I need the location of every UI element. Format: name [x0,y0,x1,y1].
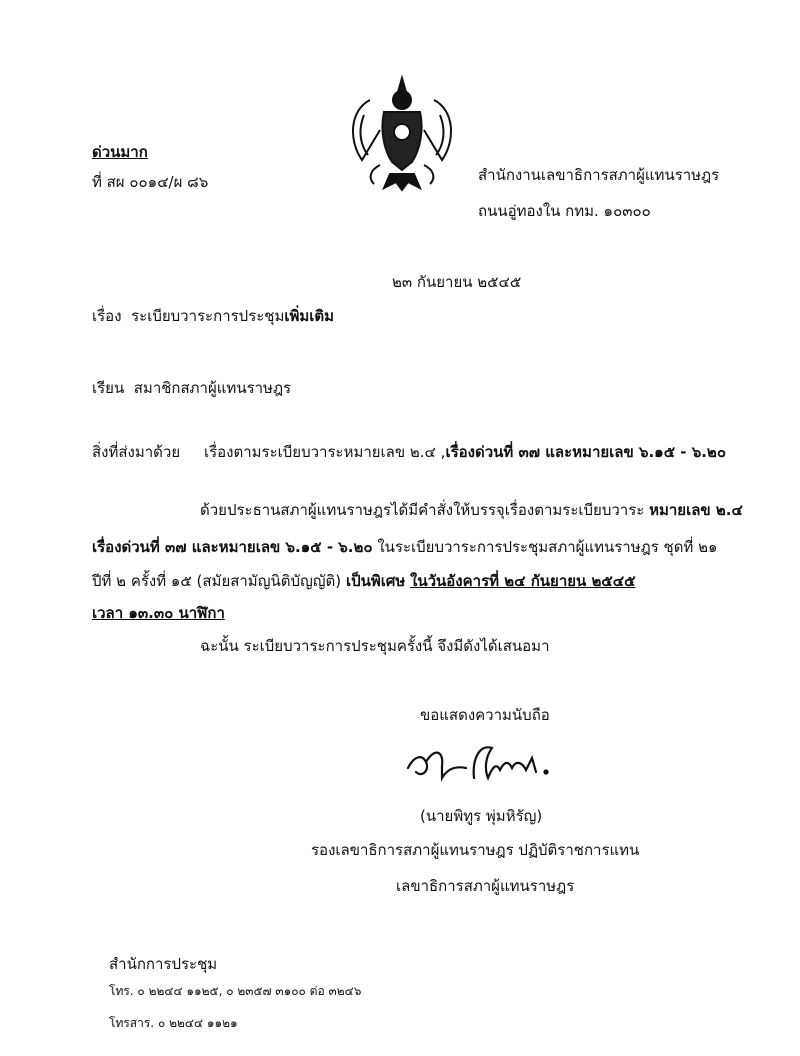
recipient-label: เรียน [92,379,125,397]
enclosure-text: เรื่องตามระเบียบวาระหมายเลข ๒.๔ , [203,443,446,461]
regards: ขอแสดงความนับถือ [420,706,550,724]
body-line-3-bold: เป็นพิเศษ [345,572,406,590]
fax-number: โทรสาร. ๐ ๒๒๔๔ ๑๑๒๑ [109,1016,238,1030]
reference-number: ที่ สผ ๐๐๑๔/ผ ๘๖ [92,173,209,191]
meeting-date: ในวันอังคารที่ ๒๔ กันยายน ๒๕๔๕ [410,572,636,590]
enclosure-text-bold: เรื่องด่วนที่ ๓๗ และหมายเลข ๖.๑๕ - ๖.๒๐ [445,443,726,461]
body-line-5: ฉะนั้น ระเบียบวาระการประชุมครั้งนี้ จึงมีดังได้เสนอมา [200,637,550,655]
body-line-3 [92,569,635,593]
department-name: สำนักการประชุม [109,955,218,973]
signature-image [400,738,570,786]
letter-date: ๒๓ กันยายน ๒๕๔๕ [392,273,522,291]
enclosure-label: สิ่งที่ส่งมาด้วย [92,443,181,461]
body-line-2-text: ในระเบียบวาระการประชุมสภาผู้แทนราษฎร ชุดที่ ๒๑ [377,538,718,556]
subject-label: เรื่อง [92,307,122,325]
enclosure-line [92,440,726,464]
subject-text-bold: เพิ่มเติม [284,307,335,325]
office-address: ถนนอู่ทองใน กทม. ๑๐๓๐๐ [478,202,651,220]
phone-numbers: โทร. ๐ ๒๒๔๔ ๑๑๒๕, ๐ ๒๓๕๗ ๓๑๐๐ ต่อ ๓๒๔๖ [109,984,362,998]
subject-text: ระเบียบวาระการประชุม [131,307,285,325]
signer-title-line-1: รองเลขาธิการสภาผู้แทนราษฎร ปฏิบัติราชการแทน [311,841,640,859]
signer-name: (นายพิทูร พุ่มหิรัญ) [420,807,543,825]
body-line-1-text: ด้วยประธานสภาผู้แทนราษฎรได้มีคำสั่งให้บรรจุเรื่องตามระเบียบวาระ [200,501,645,519]
body-line-3-text: ปีที่ ๒ ครั้งที่ ๑๕ (สมัยสามัญนิติบัญญัติ) [92,572,342,590]
signer-title-line-2: เลขาธิการสภาผู้แทนราษฎร [396,877,575,895]
body-line-1-bold: หมายเลข ๒.๔ [649,501,743,519]
body-line-2 [92,535,718,559]
body-line-2-bold: เรื่องด่วนที่ ๓๗ และหมายเลข ๖.๑๕ - ๖.๒๐ [92,538,373,556]
garuda-emblem-icon [340,70,465,195]
recipient-text: สมาชิกสภาผู้แทนราษฎร [133,379,292,397]
urgency-label: ด่วนมาก [92,143,148,161]
recipient-line [92,376,291,400]
office-name: สำนักงานเลขาธิการสภาผู้แทนราษฎร [478,166,720,184]
subject-line [92,304,334,328]
body-line-1 [200,498,743,522]
meeting-time: เวลา ๑๓.๓๐ นาฬิกา [92,604,225,622]
